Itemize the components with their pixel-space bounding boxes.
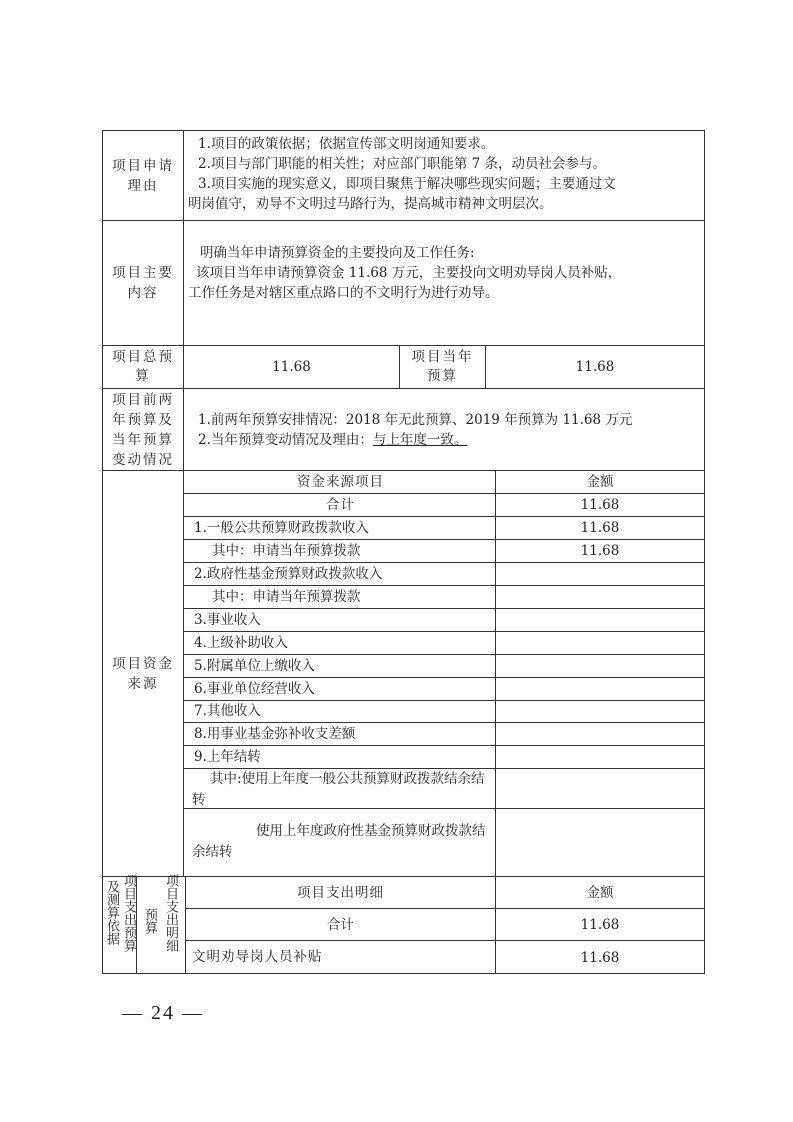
funding-row-amount (496, 701, 704, 722)
funding-row-amount (496, 586, 704, 608)
reason-line-3: 3.项目实施的现实意义，即项目聚焦于解决哪些现实问题；主要通过文 (198, 176, 616, 192)
funding-row-item: 其中：申请当年预算拨款 (212, 543, 361, 559)
expense-row-amount: 11.68 (580, 949, 620, 966)
expense-header-item: 项目支出明细 (297, 884, 384, 901)
funding-row-amount (496, 746, 704, 768)
prev-years-label-text: 项目前两年预算及当年预算变动情况 (112, 391, 174, 468)
year-budget-label (400, 346, 485, 388)
funding-row-amount: 11.68 (580, 543, 620, 559)
funding-row-amount (496, 809, 704, 876)
funding-row-amount (496, 632, 704, 654)
year-budget-value: 11.68 (575, 359, 615, 375)
funding-header-item: 资金来源项目 (297, 474, 384, 490)
prev-years-line-2-prefix: 2.当年预算变动情况及理由： (198, 432, 373, 448)
reason-content (188, 134, 703, 218)
content-line-2: 该项目当年申请预算资金 11.68 万元，主要投向文明劝导岗人员补贴， (196, 265, 622, 281)
reason-line-4: 明岗值守，劝导不文明过马路行为，提高城市精神文明层次。 (188, 196, 553, 212)
reason-line-1: 1.项目的政策依据；依据宣传部文明岗通知要求。 (198, 136, 495, 152)
content-line-3: 工作任务是对辖区重点路口的不文明行为进行劝导。 (188, 285, 499, 301)
funding-row-item: 其中:使用上年度一般公共预算财政拨款结余结转 (192, 771, 485, 808)
funding-row-item: 6.事业单位经营收入 (194, 681, 315, 697)
total-budget-label-text: 项目总预算 (112, 349, 174, 384)
prev-years-label (103, 389, 183, 470)
funding-row-amount (496, 563, 704, 585)
expense-label-col4: 项目支出明细 (163, 874, 178, 952)
funding-row-item: 其中：申请当年预算拨款 (212, 589, 361, 605)
reason-label (103, 131, 183, 220)
year-budget-label-text: 项目当年预算 (411, 349, 474, 384)
label-column-divider (183, 130, 184, 876)
prev-years-line-1: 1.前两年预算安排情况：2018 年无此预算、2019 年预算为 11.68 万元 (198, 412, 633, 428)
funding-row-amount (496, 678, 704, 700)
expense-label-col2: 项目支出预算 (121, 874, 136, 952)
expense-label-col3: 预算 (142, 908, 157, 934)
funding-row-item: 4.上级补助收入 (194, 635, 288, 651)
row-divider (102, 388, 705, 389)
total-budget-label (103, 346, 183, 388)
funding-label-text: 项目资金来源 (112, 655, 174, 692)
expense-label-col1: 及测算依据 (104, 880, 119, 945)
content-label-text: 项目主要内容 (112, 265, 174, 301)
reason-line-2: 2.项目与部门职能的相关性；对应部门职能第 7 条，动员社会参与。 (198, 156, 607, 172)
funding-row-item: 5.附属单位上缴收入 (194, 658, 315, 674)
reason-label-text: 项目申请理由 (112, 157, 174, 194)
funding-row-amount (496, 655, 704, 677)
funding-row-item: 9.上年结转 (194, 749, 261, 765)
content-line-1: 明确当年申请预算资金的主要投向及工作任务: (200, 245, 475, 261)
expense-row-item: 文明劝导岗人员补贴 (192, 949, 323, 965)
content-content (188, 243, 703, 303)
page-number: — 24 — (122, 1002, 204, 1024)
funding-row-total-item: 合计 (326, 497, 355, 513)
funding-row-total-amount: 11.68 (580, 497, 620, 513)
prev-years-content (188, 410, 703, 450)
funding-row-item: 8.用事业基金弥补收支差额 (194, 726, 356, 742)
prev-years-line-2 (188, 430, 703, 450)
total-budget-value: 11.68 (272, 359, 311, 375)
funding-row-amount (496, 769, 704, 808)
funding-label (103, 471, 183, 876)
funding-row-item: 7.其他收入 (194, 703, 261, 719)
funding-row-amount (496, 723, 704, 745)
prev-years-line-2-reason: 与上年度一致。 (372, 432, 468, 448)
funding-row-item: 使用上年度政府性基金预算财政拨款结余结转 (192, 823, 486, 860)
funding-row-amount: 11.68 (580, 520, 620, 536)
expense-row-total-amount: 11.68 (580, 916, 620, 933)
funding-row-item: 3.事业收入 (194, 612, 261, 628)
funding-row-amount (496, 609, 704, 631)
cell-divider (136, 876, 137, 974)
funding-row-item: 2.政府性基金预算财政拨款收入 (194, 566, 383, 582)
expense-header-amount: 金额 (586, 884, 614, 901)
funding-header-amount: 金额 (586, 474, 614, 490)
expense-row-total-item: 合计 (327, 916, 354, 933)
content-label (103, 221, 183, 345)
row-divider (102, 220, 705, 221)
funding-row-item: 1.一般公共预算财政拨款收入 (194, 520, 369, 536)
